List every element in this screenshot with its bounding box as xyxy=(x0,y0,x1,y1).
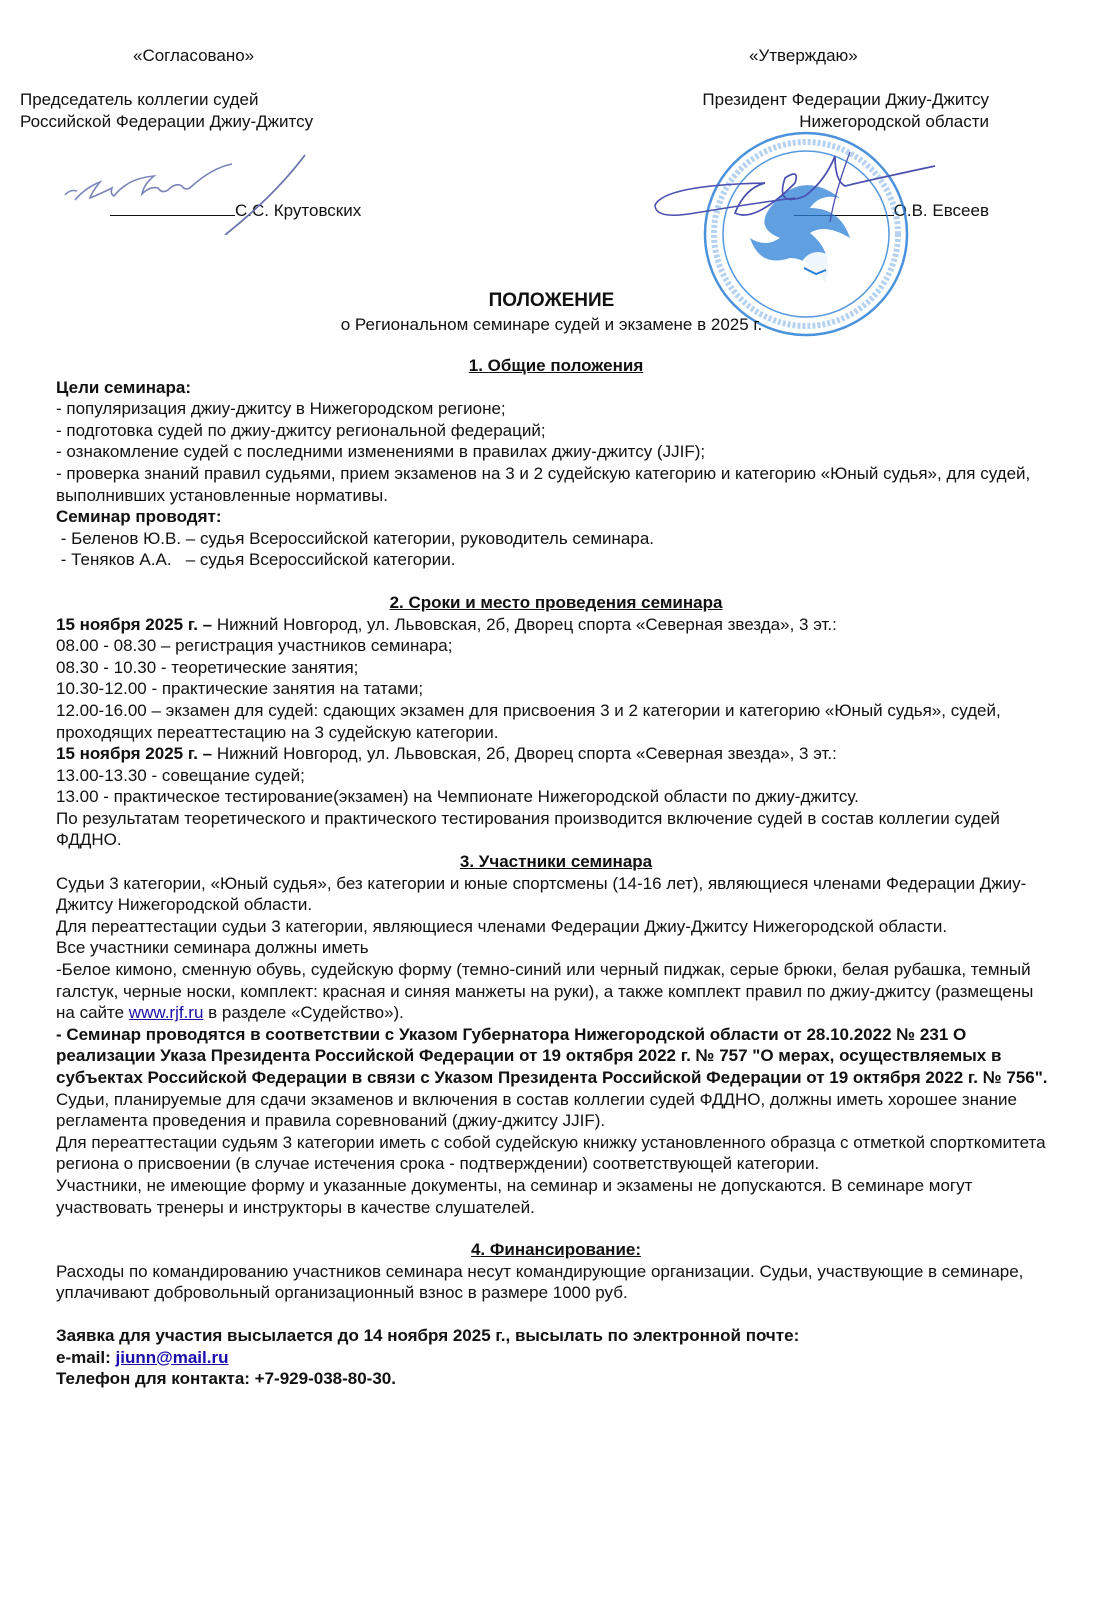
email-label: e-mail: xyxy=(56,1347,116,1367)
email-link[interactable]: jiunn@mail.ru xyxy=(115,1347,229,1367)
participants-para: Все участники семинара должны иметь xyxy=(56,938,369,958)
equipment-text: -Белое кимоно, сменную обувь, судейскую форму (темно-синий или черный пиджак, серые брюки, белая рубашка, темный галстук, черные носки, комплект: красная и синяя манжеты на руки), а также комплект правил по джиу-джитсу (размещены на сайте xyxy=(56,960,1034,1023)
application-deadline: Заявка для участия высылается до 14 ноября 2025 г., высылать по электронной почте: xyxy=(56,1325,800,1345)
leader-item: - Беленов Ю.В. – судья Всероссийской категории, руководитель семинара. xyxy=(56,528,655,548)
date1: 15 ноября 2025 г. – xyxy=(56,614,213,634)
document-body xyxy=(56,355,1056,1390)
equipment-para xyxy=(56,959,1056,1024)
approval-right-position-line1: Президент Федерации Джиу-Джитсу xyxy=(702,90,989,109)
schedule-item: 13.00 - практическое тестирование(экзамен) на Чемпионате Нижегородской области по джиу-джитсу. xyxy=(56,787,859,807)
goal-item: - популяризация джиу-джитсу в Нижегородском регионе; xyxy=(56,399,506,419)
phone-line: Телефон для контакта: +7-929-038-80-30. xyxy=(56,1369,396,1389)
approval-right-label: «Утверждаю» xyxy=(749,46,858,65)
participants-para: Для переаттестации судьи 3 категории, являющиеся членами Федерации Джиу-Джитсу Нижегородской области. xyxy=(56,916,948,936)
schedule-note: По результатам теоретического и практического тестирования производится включение судей в состав коллегии судей ФДДНО. xyxy=(56,808,1000,850)
approval-left-position-line2: Российской Федерации Джиу-Джитсу xyxy=(20,112,314,131)
approval-right-name: О.В. Евсеев xyxy=(893,201,989,220)
signature-left-icon xyxy=(55,150,315,235)
goals-label: Цели семинара: xyxy=(56,377,191,397)
place2: Нижний Новгород, ул. Львовская, 2б, Дворец спорта «Северная звезда», 3 эт.: xyxy=(212,744,837,764)
schedule-item: 10.30-12.00 - практические занятия на татами; xyxy=(56,679,424,699)
rjf-website-link[interactable]: www.rjf.ru xyxy=(128,1003,204,1023)
participants-para: Для переаттестации судьям 3 категории иметь с собой судейскую книжку установленного образца с отметкой спорткомитета региона о присвоении (в случае истечения срока - подтверждении) соответствующей категории. xyxy=(56,1132,1046,1174)
email-line xyxy=(56,1347,1056,1369)
participants-para: Участники, не имеющие форму и указанные документы, на семинар и экзамены не допускаются. В семинаре могут участвовать тренеры и инструкторы в качестве слушателей. xyxy=(56,1175,973,1217)
section3-title: 3. Участники семинара xyxy=(459,852,653,872)
signature-right-icon xyxy=(650,140,940,250)
section1-title: 1. Общие положения xyxy=(468,356,644,375)
date2: 15 ноября 2025 г. – xyxy=(56,744,213,764)
section2-title: 2. Сроки и место проведения семинара xyxy=(389,592,723,612)
leader-item: - Теняков А.А. – судья Всероссийской категории. xyxy=(56,550,456,570)
approval-left-name: С.С. Крутовских xyxy=(235,201,362,220)
place1: Нижний Новгород, ул. Львовская, 2б, Дворец спорта «Северная звезда», 3 эт.: xyxy=(212,614,837,634)
approval-left-label: «Согласовано» xyxy=(133,46,255,65)
schedule-item: 08.00 - 08.30 – регистрация участников семинара; xyxy=(56,636,453,656)
goal-item: - подготовка судей по джиу-джитсу региональной федераций; xyxy=(56,420,546,440)
participants-para: Судьи, планируемые для сдачи экзаменов и включения в состав коллегии судей ФДДНО, должны иметь хорошее знание регламента проведения и правила соревнований (джиу-джитсу JJIF). xyxy=(56,1089,1017,1131)
schedule-item: 13.00-13.30 - совещание судей; xyxy=(56,765,305,785)
approval-right-position-line2: Нижегородской области xyxy=(799,112,989,131)
participants-para: Судьи 3 категории, «Юный судья», без категории и юные спортсмены (14-16 лет), являющиеся членами Федерации Джиу-Джитсу Нижегородской области. xyxy=(56,873,1027,915)
schedule-item: 08.30 - 10.30 - теоретические занятия; xyxy=(56,657,359,677)
schedule-item: 12.00-16.00 – экзамен для судей: сдающих экзамен для присвоения 3 и 2 категории и категорию «Юный судья», судей, проходящих переаттестацию на 3 судейскую категории. xyxy=(56,700,1001,742)
schedule-day1-header xyxy=(56,614,1056,636)
decree-para: - Семинар проводятся в соответствии с Указом Губернатора Нижегородской области от 28.10.2022 № 231 О реализации Указа Президента Российской Федерации от 19 октября 2022 г. № 757 "О мерах, осуществляемых в субъектах Российской Федерации в связи с Указом Президента Российской Федерации от 19 октября 2022 г. № 756". xyxy=(56,1024,1048,1087)
section4-title: 4. Финансирование: xyxy=(470,1240,642,1260)
goal-item: - проверка знаний правил судьями, прием экзаменов на 3 и 2 судейскую категорию и категорию «Юный судья», для судей, выполнивших установленные нормативы. xyxy=(56,463,1031,505)
financing-para: Расходы по командированию участников семинара несут командирующие организации. Судьи, участвующие в семинаре, уплачивают добровольный организационный взнос в размере 1000 руб. xyxy=(56,1261,1024,1303)
equipment-text-end: в разделе «Судейство»). xyxy=(203,1003,404,1023)
approval-left-position-line1: Председатель коллегии судей xyxy=(20,90,259,109)
document-subtitle: о Региональном семинаре судей и экзамене в 2025 г. xyxy=(340,315,763,334)
schedule-day2-header xyxy=(56,743,1056,765)
goal-item: - ознакомление судей с последними изменениями в правилах джиу-джитсу (JJIF); xyxy=(56,442,706,462)
document-title: ПОЛОЖЕНИЕ xyxy=(488,290,615,311)
leaders-label: Семинар проводят: xyxy=(56,507,222,527)
